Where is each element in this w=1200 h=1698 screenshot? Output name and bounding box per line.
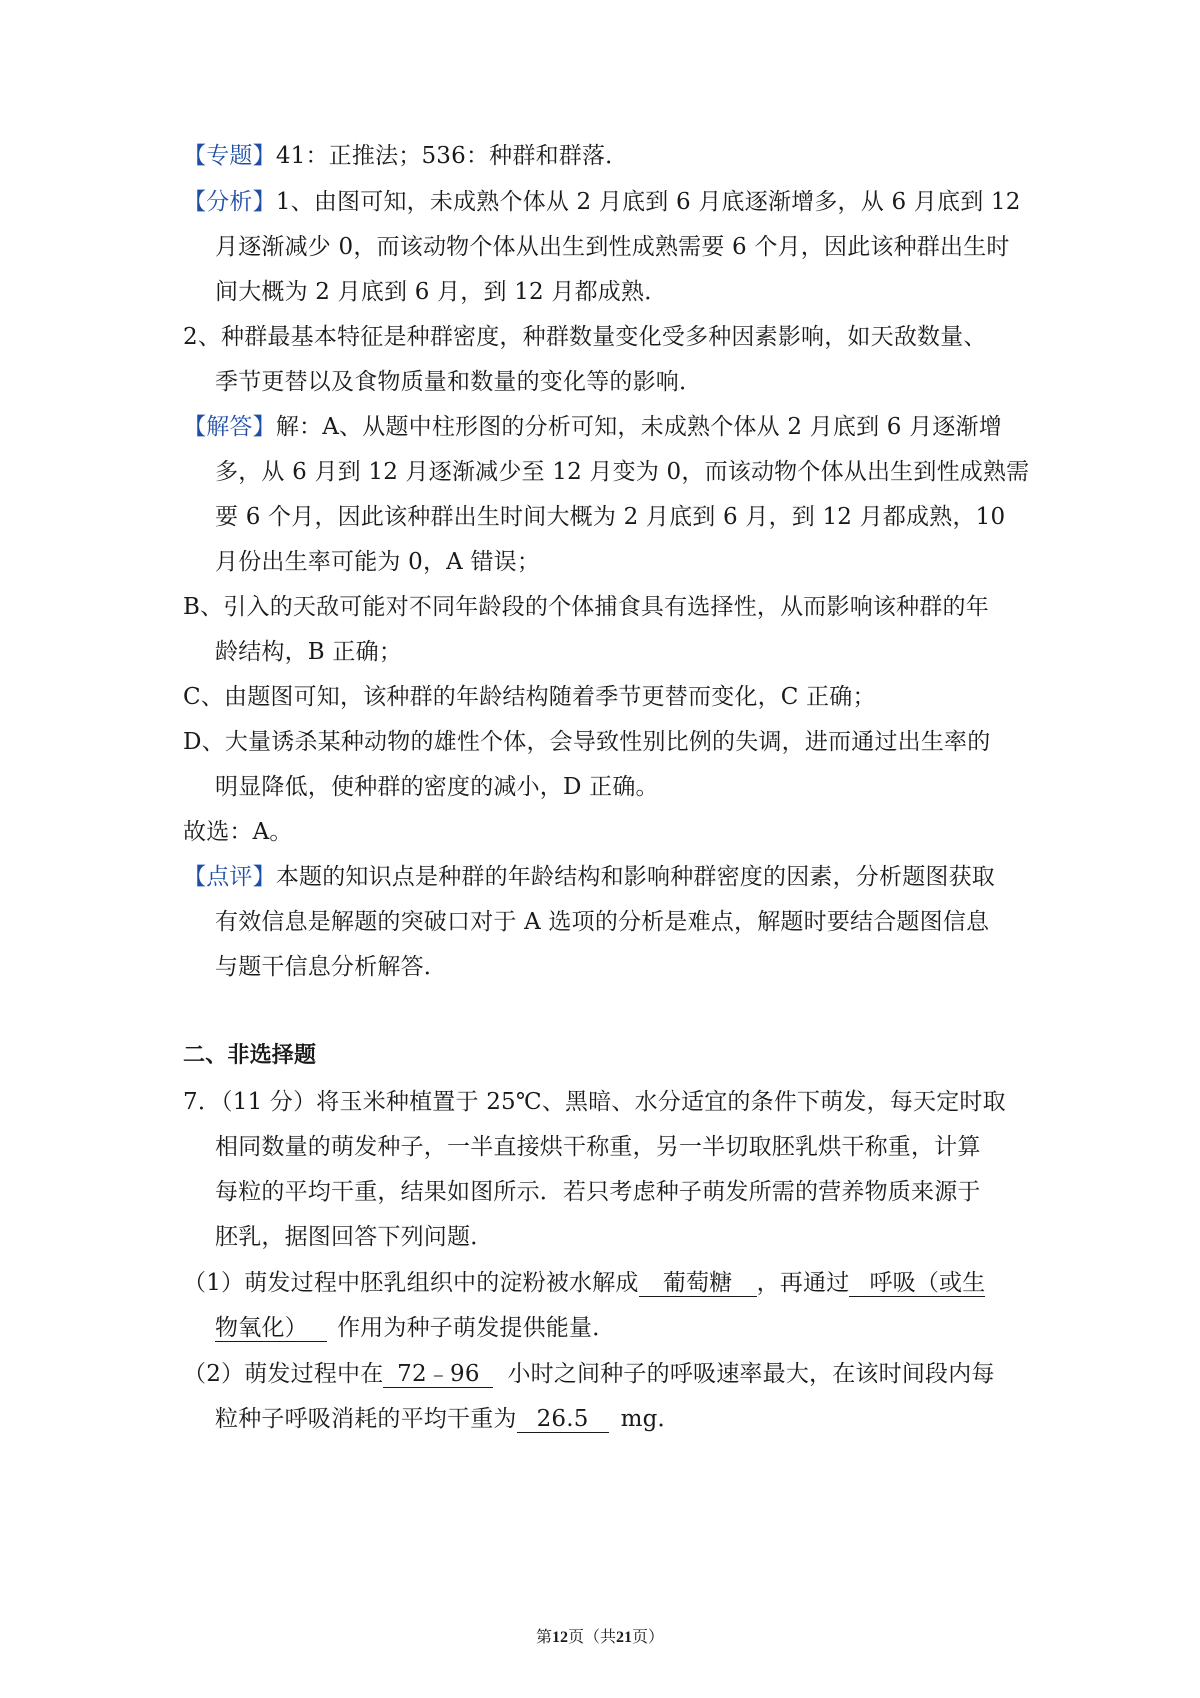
answer-line-2: 多，从 6 月到 12 月逐渐减少至 12 月变为 0，而该动物个体从出生到性成熟需 — [215, 459, 1030, 485]
q7-part1-mid: ，再通过 — [756, 1270, 850, 1296]
topic-tag: 【专题】 — [183, 143, 276, 169]
answer-text-1: 解：A、从题中柱形图的分析可知，未成熟个体从 2 月底到 6 月逐渐增 — [275, 414, 1002, 440]
answer-blank-hours: 72﹣96 — [383, 1361, 493, 1388]
comment-line-3: 与题干信息分析解答． — [215, 954, 447, 980]
answer-b-line-2: 龄结构，B 正确； — [215, 639, 403, 665]
analysis-line-1 — [183, 187, 1021, 217]
q7-part2-prefix-2: 粒种子呼吸消耗的平均干重为 — [215, 1406, 517, 1432]
topic-text: 41：正推法；536：种群和群落． — [275, 143, 629, 169]
footer-suffix: 页） — [632, 1627, 665, 1646]
q7-part1-line-2 — [215, 1313, 615, 1343]
q7-part2-line-2 — [215, 1404, 681, 1434]
q7-part1-line-1 — [183, 1268, 985, 1298]
answer-line-3: 要 6 个月，因此该种群出生时间大概为 2 月底到 6 月，到 12 月都成熟，10 — [215, 504, 1006, 530]
section-title: 二、非选择题 — [183, 1043, 317, 1068]
q7-part1-suffix: 作用为种子萌发提供能量． — [337, 1315, 616, 1341]
answer-d-line-1: D、大量诱杀某种动物的雄性个体，会导致性别比例的失调，进而通过出生率的 — [183, 729, 991, 755]
analysis-tag: 【分析】 — [183, 189, 276, 215]
answer-blank-glucose: 葡萄糖 — [639, 1270, 757, 1297]
analysis-line-2: 月逐渐减少 0，而该动物个体从出生到性成熟需要 6 个月，因此该种群出生时 — [215, 234, 1010, 260]
footer-mid: 页（共 — [567, 1627, 616, 1646]
answer-blank-dry-weight: 26.5 — [517, 1406, 609, 1433]
q7-part2-line-1 — [183, 1359, 995, 1389]
answer-b-line-1: B、引入的天敌可能对不同年龄段的个体捕食具有选择性，从而影响该种群的年 — [183, 594, 989, 620]
q7-part2-unit: mg． — [620, 1406, 681, 1432]
answer-line-4: 月份出生率可能为 0，A 错误； — [215, 549, 541, 575]
answer-c-line: C、由题图可知，该种群的年龄结构随着季节更替而变化，C 正确； — [183, 684, 876, 710]
footer-total-pages: 21 — [616, 1629, 632, 1646]
comment-tag: 【点评】 — [183, 864, 276, 890]
q7-part1-prefix: （1）萌发过程中胚乳组织中的淀粉被水解成 — [183, 1270, 639, 1296]
analysis-line-4: 2、种群最基本特征是种群密度，种群数量变化受多种因素影响，如天敌数量、 — [183, 324, 987, 350]
q7-part2-prefix: （2）萌发过程中在 — [183, 1361, 384, 1387]
answer-blank-respiration-1: 呼吸（或生 — [849, 1270, 985, 1297]
comment-line-1 — [183, 862, 995, 892]
analysis-text-1: 1、由图可知，未成熟个体从 2 月底到 6 月底逐渐增多，从 6 月底到 12 — [275, 189, 1021, 215]
q7-line-3: 每粒的平均干重，结果如图所示．若只考虑种子萌发所需的营养物质来源于 — [215, 1179, 981, 1205]
analysis-line-3: 间大概为 2 月底到 6 月，到 12 月都成熟． — [215, 279, 668, 305]
topic-line — [183, 141, 628, 171]
q7-line-1: 7．（11 分）将玉米种植置于 25℃、黑暗、水分适宜的条件下萌发，每天定时取 — [183, 1089, 1006, 1115]
answer-blank-respiration-2: 物氧化） — [215, 1315, 327, 1342]
analysis-line-5: 季节更替以及食物质量和数量的变化等的影响． — [215, 369, 703, 395]
answer-tag: 【解答】 — [183, 414, 276, 440]
q7-line-4: 胚乳，据图回答下列问题． — [215, 1224, 494, 1250]
comment-line-2: 有效信息是解题的突破口对于 A 选项的分析是难点，解题时要结合题图信息 — [215, 909, 990, 935]
answer-final: 故选：A。 — [183, 819, 293, 845]
footer-page-number: 12 — [551, 1629, 568, 1646]
comment-text-1: 本题的知识点是种群的年龄结构和影响种群密度的因素，分析题图获取 — [275, 864, 996, 890]
q7-part2-mid: 小时之间种子的呼吸速率最大，在该时间段内每 — [507, 1361, 995, 1387]
answer-d-line-2: 明显降低，使种群的密度的减小，D 正确。 — [215, 774, 659, 800]
footer-prefix: 第 — [535, 1627, 552, 1646]
answer-line-1 — [183, 412, 1002, 442]
page-footer — [0, 1627, 1200, 1648]
q7-line-2: 相同数量的萌发种子，一半直接烘干称重，另一半切取胚乳烘干称重，计算 — [215, 1134, 981, 1160]
